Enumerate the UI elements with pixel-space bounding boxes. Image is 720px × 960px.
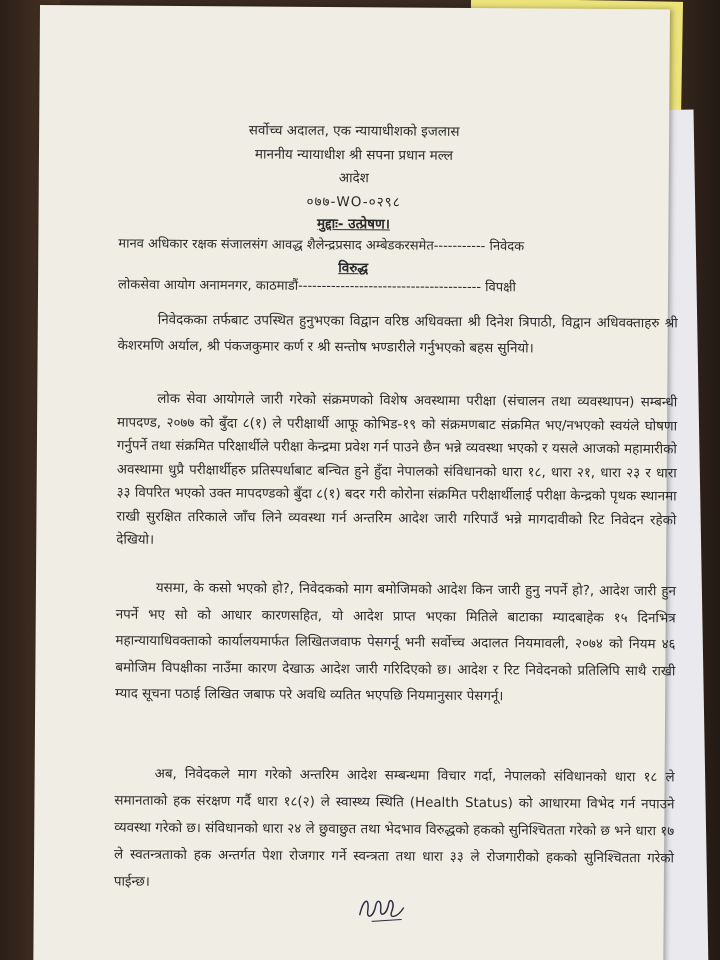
court-order-page: [33, 5, 678, 960]
paragraph-petition: लोक सेवा आयोगले जारी गरेको संक्रमणको विशेष अवस्थामा परीक्षा (संचालन तथा व्यवस्थापन) सम्बन्धी मापदण्ड, २०७७ को बुँदा ८(१) ले परीक्षार्थी आफू कोभिड-१९ को संक्रमणबाट संक्रमित भए/नभएको स्वयंले घोषणा गर्नुपर्ने तथा संक्रमित परिक्षार्थीले परीक्षा केन्द्रमा प्रवेश गर्न पाउने छैन भन्ने व्यवस्था भएको र यसले आजको महामारीको अवस्थामा धुप्रै परीक्षार्थीहरु प्रतिस्पर्धाबाट बन्चित हुने हुँदा नेपालको संविधानको धारा १८, धारा २१, धारा २३ र धारा ३३ विपरित भएको उक्त मापदण्डको बुँदा ८(१) बदर गरी कोरोना संक्रमित परीक्षार्थीलाई परीक्षा केन्द्रको पृथक स्थानमा राखी सुरक्षित तरिकाले जाँच लिने व्यवस्था गर्न अन्तरिम आदेश जारी गरिपाउँ भन्ने मागदावीको रिट निवेदन रहेको देखियो।: [116, 391, 678, 548]
paragraph-show-cause: यसमा, के कसो भएको हो?, निवेदकको माग बमोजिमको आदेश किन जारी हुनु नपर्ने हो?, आदेश जारी हुन नपर्ने भए सो को आधार कारणसहित, यो आदेश प्राप्त भएका मितिले बाटाका म्यादबाहेक १५ दिनभित्र महान्यायाधिवक्ताको कार्यालयमार्फत लिखितजवाफ पेसगर्नू भनी सर्वोच्च अदालत नियमावली, २०७४ को नियम ४६ बमोजिम विपक्षीका नाउँमा कारण देखाऊ आदेश जारी गरिदिएको छ। आदेश र रिट निवेदनको प्रतिलिपि साथै राखी म्याद सूचना पठाई लिखित जबाफ परे अवधि व्यतित भएपछि नियमानुसार पेसगर्नू।: [115, 580, 676, 705]
judge-name: माननीय न्यायाधीश श्री सपना प्रधान मल्ल: [254, 146, 454, 164]
respondent-line: लोकसेवा आयोग अनामनगर, काठमाडौं--------------------------------------- विपक्षी: [117, 277, 516, 296]
order-title: आदेश: [338, 170, 369, 187]
paragraph-hearing: निवेदकका तर्फबाट उपस्थित हुनुभएका विद्वान वरिष्ठ अधिवक्ता श्री दिनेश त्रिपाठी, विद्वान अधिवक्ताहरु श्री केशरमणि अर्याल, श्री पंकजकुमार कर्ण र श्री सन्तोष भण्डारीले गर्नुभएको बहस सुनियो।: [117, 312, 678, 357]
petitioner-line: मानव अधिकार रक्षक संजालसंग आवद्ध शैलेन्द्रप्रसाद अम्बेडकरसमेत----------- निवेदक: [118, 236, 525, 255]
judge-signature: [354, 887, 414, 927]
paragraph-interim-order: अब, निवेदकले माग गरेको अन्तरिम आदेश सम्बन्धमा विचार गर्दा, नेपालको संविधानको धारा १८ ले समानताको हक संरक्षण गर्दै धारा १८(२) ले स्वास्थ्य स्थिति (Health Status) को आधारमा विभेद गर्न नपाउने व्यवस्था गरेको छ। संविधानको धारा २४ ले छुवाछुत तथा भेदभाव विरुद्धको हकको सुनिश्चितता गरेको छ भने धारा १७ ले स्वतन्त्रताको हक अन्तर्गत पेशा रोजगार गर्ने स्वन्त्रता तथा धारा ३३ ले रोजगारीको हकको सुनिश्चितता गरेको पाईन्छ।: [113, 766, 675, 890]
case-number: ०७७-WO-०२९८: [306, 193, 401, 211]
court-name: सर्वोच्च अदालत, एक न्यायाधीशको इजलास: [248, 122, 460, 140]
case-type-text: मुद्दाः- उत्प्रेषण।: [317, 215, 390, 233]
case-type: [38, 213, 668, 235]
versus-label: विरुद्ध: [338, 260, 369, 277]
